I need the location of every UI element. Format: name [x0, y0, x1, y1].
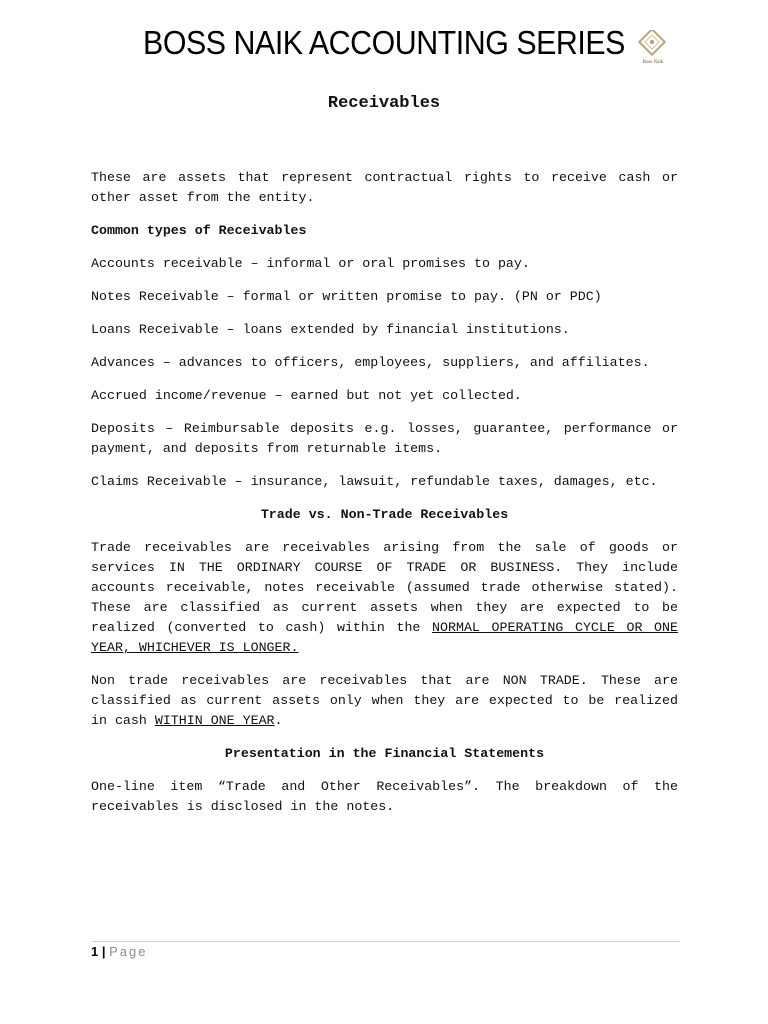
presentation-paragraph: One-line item “Trade and Other Receivables”. The breakdown of the receivables is disclosed in the notes.: [91, 779, 678, 814]
document-body: [91, 168, 678, 830]
receivable-type-item: Notes Receivable – formal or written promise to pay. (PN or PDC): [91, 289, 602, 304]
series-title: BOSS NAIK ACCOUNTING SERIES: [143, 24, 625, 61]
presentation-heading: Presentation in the Financial Statements: [224, 746, 545, 761]
boss-naik-logo: [630, 30, 676, 74]
receivable-type-item: Loans Receivable – loans extended by financial institutions.: [91, 322, 570, 337]
common-types-heading: Common types of Receivables: [91, 223, 307, 238]
receivable-type-item: Accounts receivable – informal or oral promises to pay.: [91, 256, 530, 271]
trade-underlined: NORMAL OPERATING CYCLE OR ONE YEAR, WHICHEVER IS LONGER.: [91, 620, 678, 655]
footer-separator: |: [101, 944, 106, 959]
receivable-type-item: Deposits – Reimbursable deposits e.g. losses, guarantee, performance or payment, and deposits from returnable items.: [91, 421, 678, 456]
page-footer: [91, 944, 148, 959]
trade-paragraph: Trade receivables are receivables arising from the sale of goods or services IN THE ORDINARY COURSE OF TRADE OR BUSINESS. They include accounts receivable, notes receivable (assumed trade otherwise stated). These are classified as current assets when they are expected to be realized (converted to cash) within the NORMAL OPERATING CYCLE OR ONE YEAR, WHICHEVER IS LONGER.: [91, 540, 678, 655]
receivable-type-item: Accrued income/revenue – earned but not yet collected.: [91, 388, 522, 403]
document-title: Receivables: [327, 94, 441, 113]
intro-paragraph: These are assets that represent contractual rights to receive cash or other asset from the entity.: [91, 170, 678, 205]
footer-divider: [91, 941, 680, 942]
page-number: 1: [91, 944, 99, 959]
logo-text: Boss Naik: [642, 60, 664, 65]
nontrade-underlined: WITHIN ONE YEAR: [154, 713, 275, 728]
receivable-type-item: Advances – advances to officers, employees, suppliers, and affiliates.: [91, 355, 650, 370]
page-label: Page: [109, 944, 148, 959]
nontrade-paragraph: Non trade receivables are receivables that are NON TRADE. These are classified as current assets only when they are expected to be realized in cash WITHIN ONE YEAR.: [91, 673, 678, 728]
receivable-type-item: Claims Receivable – insurance, lawsuit, refundable taxes, damages, etc.: [91, 474, 658, 489]
trade-heading: Trade vs. Non-Trade Receivables: [260, 507, 509, 522]
